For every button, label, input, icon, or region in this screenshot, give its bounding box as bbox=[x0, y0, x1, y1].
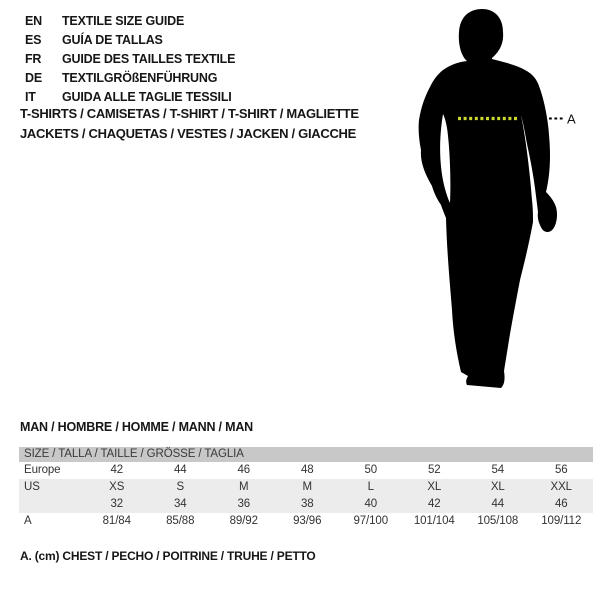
measurement-footnote: A. (cm) CHEST / PECHO / POITRINE / TRUHE / PETTO bbox=[20, 549, 316, 563]
language-title: GUIDA ALLE TAGLIE TESSILI bbox=[62, 90, 232, 104]
size-cell: XL bbox=[490, 481, 505, 493]
language-title: GUÍA DE TALLAS bbox=[62, 33, 163, 47]
size-cell: 42 bbox=[427, 498, 441, 510]
size-cell: 54 bbox=[491, 464, 505, 476]
size-cell: 85/88 bbox=[166, 515, 195, 527]
language-title: TEXTILE SIZE GUIDE bbox=[62, 14, 185, 28]
size-cell: 36 bbox=[237, 498, 251, 510]
size-cell: 42 bbox=[110, 464, 124, 476]
size-cell: XL bbox=[427, 481, 442, 493]
row-label: Europe bbox=[24, 464, 61, 476]
language-title: TEXTILGRÖßENFÜHRUNG bbox=[62, 71, 218, 85]
size-table-row-chest bbox=[19, 513, 593, 530]
size-cell: 46 bbox=[554, 498, 568, 510]
language-code: IT bbox=[25, 90, 36, 104]
size-cell: 32 bbox=[110, 498, 124, 510]
size-cell: 109/112 bbox=[541, 515, 582, 527]
language-code: DE bbox=[25, 71, 42, 85]
size-cell: 44 bbox=[491, 498, 505, 510]
size-cell: 93/96 bbox=[293, 515, 322, 527]
size-cell: XXL bbox=[550, 481, 572, 493]
language-code: FR bbox=[25, 52, 42, 66]
man-silhouette-figure bbox=[403, 4, 580, 394]
size-cell: 48 bbox=[300, 464, 314, 476]
size-cell: 50 bbox=[364, 464, 378, 476]
size-table-row-europe bbox=[19, 462, 593, 479]
size-cell: 40 bbox=[364, 498, 378, 510]
size-table bbox=[19, 447, 593, 530]
man-silhouette bbox=[419, 9, 557, 388]
language-row bbox=[25, 12, 235, 31]
section-title-man: MAN / HOMBRE / HOMME / MANN / MAN bbox=[20, 420, 253, 434]
row-label: A bbox=[24, 515, 32, 527]
language-code: EN bbox=[25, 14, 42, 28]
language-row bbox=[25, 31, 235, 50]
size-cell: 52 bbox=[427, 464, 441, 476]
language-list bbox=[25, 12, 235, 107]
category-line-jackets: JACKETS / CHAQUETAS / VESTES / JACKEN / GIACCHE bbox=[20, 126, 356, 141]
size-cell: 89/92 bbox=[229, 515, 258, 527]
size-cell: 38 bbox=[300, 498, 314, 510]
measure-label-a: A bbox=[567, 111, 576, 127]
size-cell: M bbox=[302, 481, 312, 493]
language-row bbox=[25, 50, 235, 69]
size-cell: 101/104 bbox=[413, 515, 455, 527]
size-cell: 34 bbox=[173, 498, 187, 510]
size-cell: 56 bbox=[554, 464, 568, 476]
size-cell: 81/84 bbox=[102, 515, 131, 527]
category-list bbox=[20, 104, 359, 144]
size-cell: M bbox=[239, 481, 249, 493]
category-line-tshirts: T-SHIRTS / CAMISETAS / T-SHIRT / T-SHIRT / MAGLIETTE bbox=[20, 106, 359, 121]
size-table-row-us bbox=[19, 479, 593, 496]
size-cell: L bbox=[367, 481, 374, 493]
size-table-row-numeric bbox=[19, 496, 593, 513]
size-cell: 46 bbox=[237, 464, 251, 476]
size-cell: XS bbox=[109, 481, 125, 493]
size-table-header: SIZE / TALLA / TAILLE / GRÖSSE / TAGLIA bbox=[19, 447, 593, 462]
size-cell: S bbox=[176, 481, 185, 493]
language-row bbox=[25, 69, 235, 88]
size-cell: 97/100 bbox=[353, 515, 389, 527]
size-cell: 105/108 bbox=[477, 515, 519, 527]
language-title: GUIDE DES TAILLES TEXTILE bbox=[62, 52, 236, 66]
language-code: ES bbox=[25, 33, 42, 47]
row-label: US bbox=[24, 481, 40, 493]
size-cell: 44 bbox=[173, 464, 187, 476]
